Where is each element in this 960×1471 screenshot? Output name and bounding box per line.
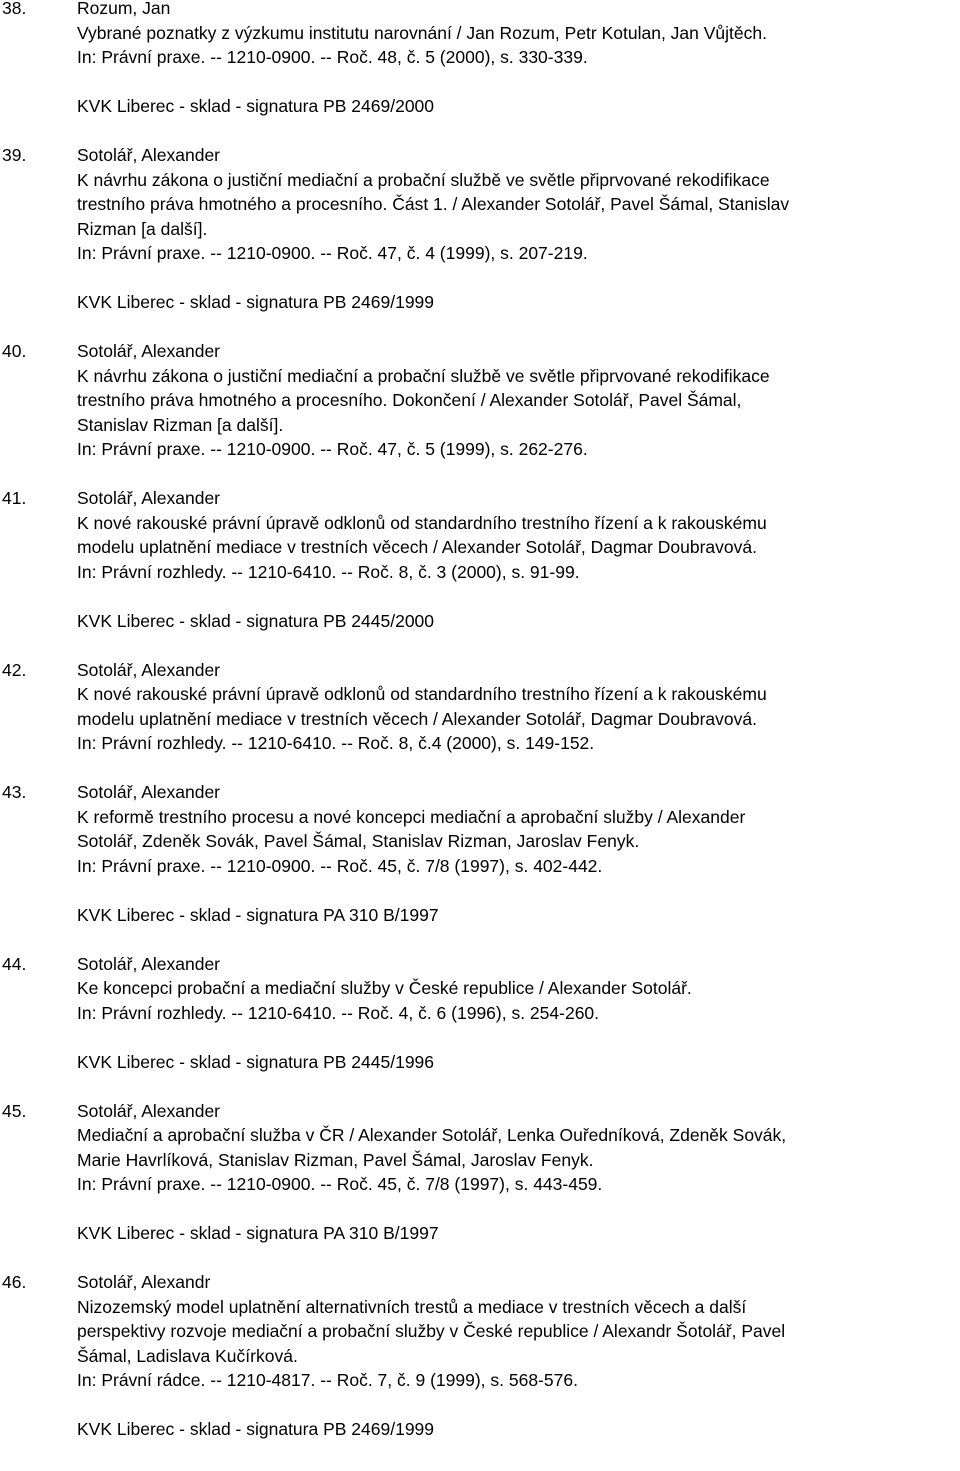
entry-number: 42. xyxy=(2,659,27,680)
entry-title-line: Sotolář, Zdeněk Sovák, Pavel Šámal, Stanislav Rizman, Jaroslav Fenyk. xyxy=(77,831,640,851)
entry-shelf-location: KVK Liberec - sklad - signatura PA 310 B/1997 xyxy=(77,904,439,925)
entry-source-line: In: Právní rozhledy. -- 1210-6410. -- Roč. 8, č. 3 (2000), s. 91-99. xyxy=(77,561,580,582)
entry-title-line: Mediační a aprobační služba v ČR / Alexander Sotolář, Lenka Ouředníková, Zdeněk Sovák, xyxy=(77,1125,787,1145)
entry-source-line: In: Právní praxe. -- 1210-0900. -- Roč. 47, č. 5 (1999), s. 262-276. xyxy=(77,439,588,459)
entry-shelf-location: KVK Liberec - sklad - signatura PB 2445/2000 xyxy=(77,610,435,631)
entry-title-line: perspektivy rozvoje mediační a probační služby v České republice / Alexandr Šotolář, Pavel xyxy=(77,1321,786,1341)
entry-source-line: In: Právní rozhledy. -- 1210-6410. -- Roč. 8, č.4 (2000), s. 149-152. xyxy=(77,733,595,753)
bibliography-entry xyxy=(0,486,960,633)
bibliography-entry xyxy=(0,143,960,315)
bibliography-entry xyxy=(0,952,960,1075)
entry-number: 43. xyxy=(2,782,27,802)
entry-title-line: K nové rakouské právní úpravě odklonů od standardního trestního řízení a k rakouskému xyxy=(77,684,767,704)
entry-title-line: Stanislav Rizman [a další]. xyxy=(77,414,284,435)
entry-title-line: Marie Havrlíková, Stanislav Rizman, Pavel Šámal, Jaroslav Fenyk. xyxy=(77,1149,594,1170)
entry-shelf-location: KVK Liberec - sklad - signatura PB 2469/2000 xyxy=(77,96,435,116)
entry-number: 41. xyxy=(2,488,27,508)
entry-shelf-location: KVK Liberec - sklad - signatura PB 2469/1999 xyxy=(77,292,435,312)
bibliography-entry xyxy=(0,1270,960,1442)
entry-title-line: Šámal, Ladislava Kučírková. xyxy=(77,1345,298,1366)
entry-author: Sotolář, Alexandr xyxy=(77,1272,211,1292)
entry-source-line: In: Právní praxe. -- 1210-0900. -- Roč. 47, č. 4 (1999), s. 207-219. xyxy=(77,243,588,263)
entry-author: Sotolář, Alexander xyxy=(77,1100,221,1121)
entry-title-line: Ke koncepci probační a mediační služby v České republice / Alexander Sotolář. xyxy=(77,978,692,998)
entry-title-line: trestního práva hmotného a procesního. Dokončení / Alexander Sotolář, Pavel Šámal, xyxy=(77,390,742,410)
entry-author: Sotolář, Alexander xyxy=(77,488,221,508)
entry-source-line: In: Právní praxe. -- 1210-0900. -- Roč. 45, č. 7/8 (1997), s. 402-442. xyxy=(77,855,603,876)
entry-source-line: In: Právní praxe. -- 1210-0900. -- Roč. 45, č. 7/8 (1997), s. 443-459. xyxy=(77,1174,603,1194)
entry-title-line: trestního práva hmotného a procesního. Část 1. / Alexander Sotolář, Pavel Šámal, Stanislav xyxy=(77,194,790,214)
entry-title-line: K nové rakouské právní úpravě odklonů od standardního trestního řízení a k rakouskému xyxy=(77,512,767,533)
entry-title-line: Nizozemský model uplatnění alternativních trestů a mediace v trestních věcech a další xyxy=(77,1296,747,1317)
entry-title-line: Rizman [a další]. xyxy=(77,218,208,239)
entry-author: Sotolář, Alexander xyxy=(77,782,221,802)
bibliography-entry xyxy=(0,339,960,462)
entry-shelf-location: KVK Liberec - sklad - signatura PB 2469/1999 xyxy=(77,1419,435,1439)
entry-author: Sotolář, Alexander xyxy=(77,341,221,361)
entry-author: Sotolář, Alexander xyxy=(77,145,221,165)
entry-shelf-location: KVK Liberec - sklad - signatura PB 2445/1996 xyxy=(77,1051,435,1072)
entry-author: Sotolář, Alexander xyxy=(77,953,221,974)
entry-source-line: In: Právní rozhledy. -- 1210-6410. -- Roč. 4, č. 6 (1996), s. 254-260. xyxy=(77,1002,600,1023)
entry-number: 44. xyxy=(2,953,27,974)
entry-shelf-location: KVK Liberec - sklad - signatura PA 310 B/1997 xyxy=(77,1223,439,1243)
entry-number: 46. xyxy=(2,1272,27,1292)
entry-title-line: modelu uplatnění mediace v trestních věcech / Alexander Sotolář, Dagmar Doubravová. xyxy=(77,537,757,557)
entry-author: Sotolář, Alexander xyxy=(77,659,221,680)
entry-title-line: K návrhu zákona o justiční mediační a probační službě ve světle připrvované rekodifikace xyxy=(77,365,770,386)
entry-number: 45. xyxy=(2,1100,27,1121)
bibliography-entry xyxy=(0,0,960,119)
entry-title-line: K reformě trestního procesu a nové koncepci mediační a aprobační služby / Alexander xyxy=(77,806,746,827)
bibliography-entry xyxy=(0,1099,960,1246)
entry-source-line: In: Právní rádce. -- 1210-4817. -- Roč. 7, č. 9 (1999), s. 568-576. xyxy=(77,1370,578,1390)
entry-title-line: K návrhu zákona o justiční mediační a probační službě ve světle připrvované rekodifikace xyxy=(77,169,770,190)
entry-title-line: Vybrané poznatky z výzkumu institutu narovnání / Jan Rozum, Petr Kotulan, Jan Vůjtěch. xyxy=(77,22,767,43)
bibliography-entry xyxy=(0,780,960,927)
entry-number: 39. xyxy=(2,145,27,165)
entry-number: 38. xyxy=(2,0,27,18)
entry-source-line: In: Právní praxe. -- 1210-0900. -- Roč. 48, č. 5 (2000), s. 330-339. xyxy=(77,47,588,67)
entry-author: Rozum, Jan xyxy=(77,0,171,18)
bibliography-entry xyxy=(0,658,960,756)
entry-title-line: modelu uplatnění mediace v trestních věcech / Alexander Sotolář, Dagmar Doubravová. xyxy=(77,708,757,729)
entry-number: 40. xyxy=(2,341,27,361)
